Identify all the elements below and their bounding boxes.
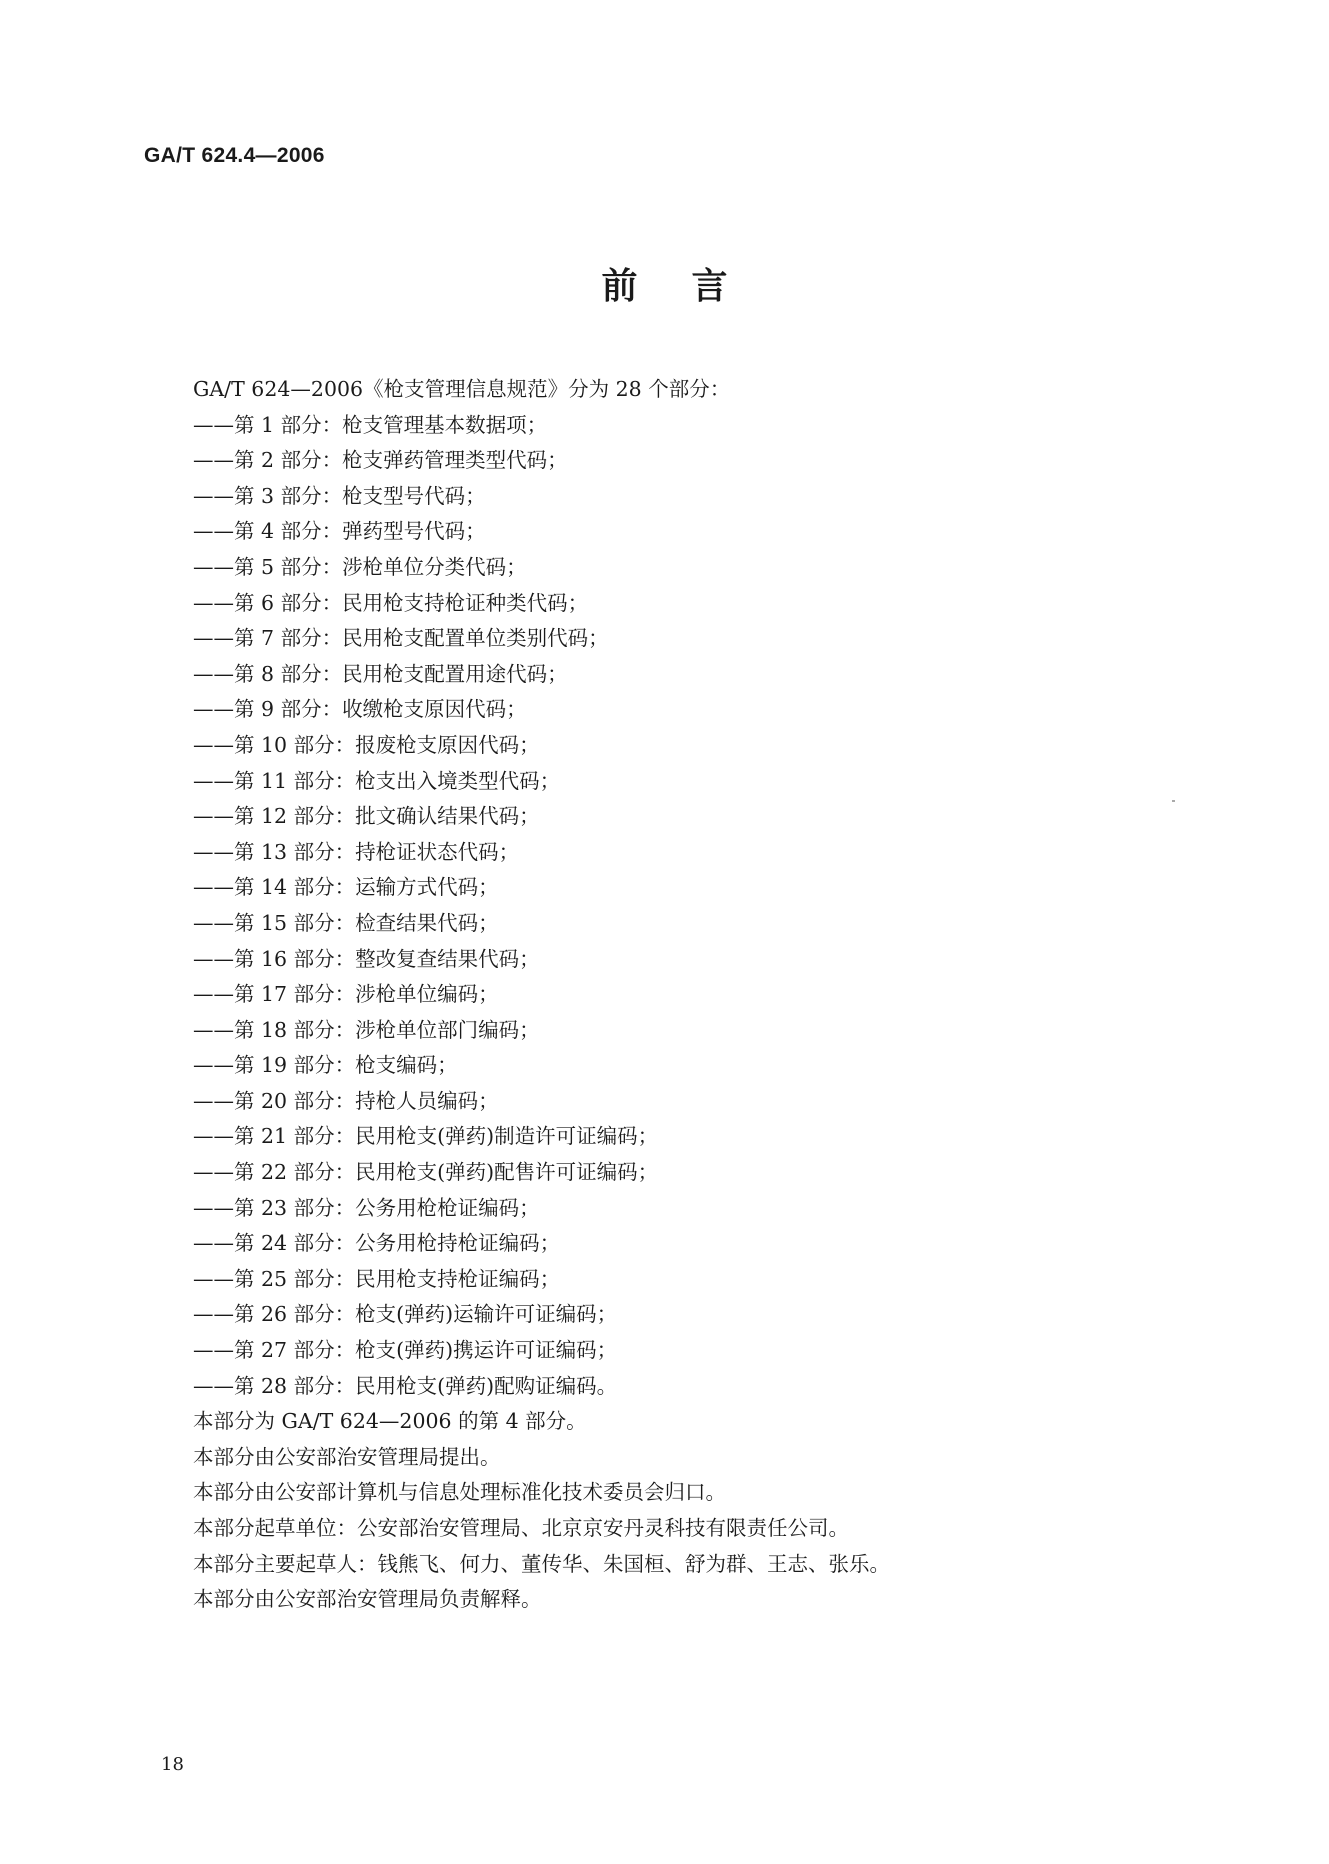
foreword-body [193, 372, 890, 1618]
part-item: ——第 14 部分：运输方式代码； [193, 875, 499, 900]
part-item: ——第 1 部分：枪支管理基本数据项； [193, 412, 548, 437]
statement-drafters: 本部分主要起草人：钱熊飞、何力、董传华、朱国桓、舒为群、王志、张乐。 [193, 1551, 890, 1576]
intro-line: GA/T 624—2006《枪支管理信息规范》分为 28 个部分： [193, 377, 731, 401]
statement-interpretation: 本部分由公安部治安管理局负责解释。 [193, 1587, 542, 1612]
part-item: ——第 7 部分：民用枪支配置单位类别代码； [193, 626, 609, 651]
part-item: ——第 8 部分：民用枪支配置用途代码； [193, 661, 568, 686]
statement-proposed-by: 本部分由公安部治安管理局提出。 [193, 1444, 501, 1469]
part-item: ——第 28 部分：民用枪支(弹药)配购证编码。 [193, 1373, 618, 1398]
part-item: ——第 6 部分：民用枪支持枪证种类代码； [193, 590, 589, 615]
part-item: ——第 10 部分：报废枪支原因代码； [193, 732, 540, 757]
part-item: ——第 11 部分：枪支出入境类型代码； [193, 768, 561, 793]
part-item: ——第 23 部分：公务用枪枪证编码； [193, 1195, 540, 1220]
part-item: ——第 4 部分：弹药型号代码； [193, 519, 486, 544]
part-item: ——第 21 部分：民用枪支(弹药)制造许可证编码； [193, 1124, 659, 1149]
part-item: ——第 12 部分：批文确认结果代码； [193, 804, 540, 829]
part-item: ——第 18 部分：涉枪单位部门编码； [193, 1017, 540, 1042]
statement-part-number: 本部分为 GA/T 624—2006 的第 4 部分。 [193, 1409, 587, 1434]
part-item: ——第 2 部分：枪支弹药管理类型代码； [193, 448, 568, 473]
part-item: ——第 3 部分：枪支型号代码； [193, 483, 486, 508]
page-number: 18 [161, 1754, 184, 1775]
statement-drafting-units: 本部分起草单位：公安部治安管理局、北京京安丹灵科技有限责任公司。 [193, 1516, 849, 1540]
document-code: GA/T 624.4—2006 [144, 144, 325, 167]
part-item: ——第 5 部分：涉枪单位分类代码； [193, 554, 527, 579]
page-title: 前言 [601, 266, 782, 307]
part-item: ——第 19 部分：枪支编码； [193, 1053, 458, 1078]
part-item: ——第 22 部分：民用枪支(弹药)配售许可证编码； [193, 1160, 659, 1185]
part-item: ——第 9 部分：收缴枪支原因代码； [193, 697, 527, 722]
part-item: ——第 25 部分：民用枪支持枪证编码； [193, 1266, 561, 1291]
part-item: ——第 16 部分：整改复查结果代码； [193, 946, 540, 971]
part-item: ——第 17 部分：涉枪单位编码； [193, 982, 499, 1007]
statement-centralized-by: 本部分由公安部计算机与信息处理标准化技术委员会归口。 [193, 1480, 726, 1505]
parts-list [193, 408, 890, 1405]
scan-speck [1172, 800, 1175, 802]
statements-list [193, 1404, 890, 1618]
part-item: ——第 13 部分：持枪证状态代码； [193, 839, 520, 864]
part-item: ——第 15 部分：检查结果代码； [193, 910, 499, 935]
part-item: ——第 24 部分：公务用枪持枪证编码； [193, 1231, 561, 1256]
part-item: ——第 27 部分：枪支(弹药)携运许可证编码； [193, 1338, 618, 1363]
part-item: ——第 26 部分：枪支(弹药)运输许可证编码； [193, 1302, 618, 1327]
part-item: ——第 20 部分：持枪人员编码； [193, 1088, 499, 1113]
